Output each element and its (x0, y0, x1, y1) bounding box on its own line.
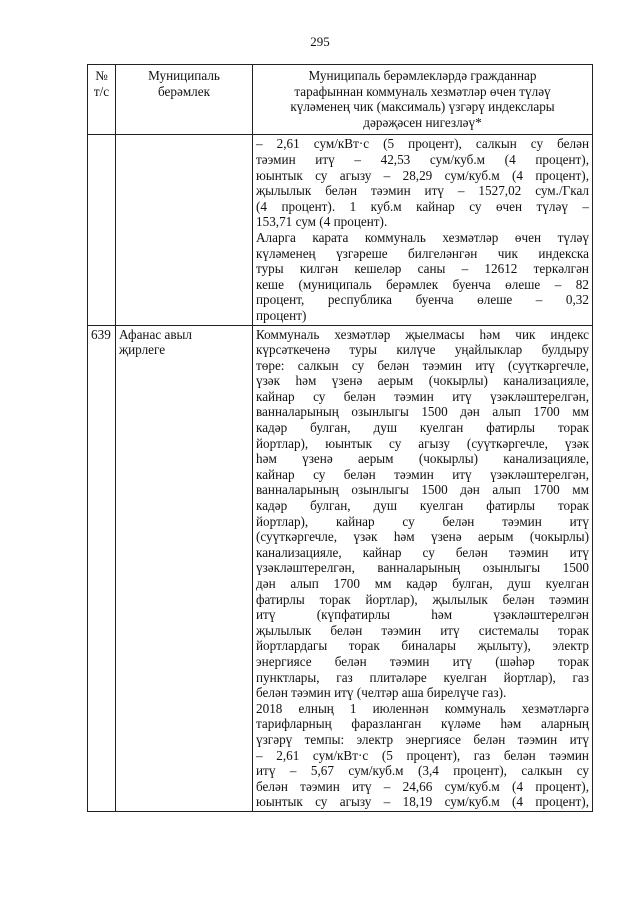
text-line: юынтык су агызу – 18,19 сум/куб.м (4 процент), (256, 794, 589, 810)
text-line: йортлар), юынтык су агызу (суүткәргечле, үзәк (256, 435, 589, 451)
text-line: туры килгән кешеләр саны – 12612 теркәлгән (256, 261, 589, 277)
text-line: юынтык су агызу – 28,29 сум/куб.м (4 процент), (256, 167, 589, 183)
text-line: Коммуналь хезмәтләр җыелмасы һәм чик индекс (256, 326, 589, 342)
text-line: итү (күпфатирлы һәм үзәкләштерелгән (256, 607, 589, 623)
text-line: күләменең үзгәреше билгеләнгән чик индекска (256, 245, 589, 261)
table-row (88, 325, 593, 811)
header-justification-line: Муниципаль берәмлекләрдә гражданнар (308, 68, 537, 83)
text-line: – 2,61 сум/кВт·с (5 процент), салкын су белән (256, 136, 589, 152)
header-number (88, 65, 116, 135)
text-line: тәэмин итү – 42,53 сум/куб.м (4 процент), (256, 151, 589, 167)
text-line: һәм үзенә аерым (чокырлы) канализацияле, (256, 451, 589, 467)
text-line: процент, республика буенча өлеше – 0,32 (256, 292, 589, 308)
header-municipality-line: Муниципаль (148, 68, 220, 83)
cell-number (88, 135, 116, 325)
text-line: йортлар), кайнар су белән тәэмин итү (256, 513, 589, 529)
justification-text (256, 136, 589, 323)
text-line: күрсәткеченә туры килүче уңайлыклар булдыру (256, 342, 589, 358)
text-line: җылылык белән тәэмин итү – 1527,02 сум./Гкал (256, 183, 589, 199)
text-line: кадәр булган, душ куелган фатирлы торак (256, 420, 589, 436)
text-line: процент) (256, 307, 307, 323)
tariff-table (87, 64, 593, 812)
text-line: ванналарының озынлыгы 1500 дән алып 1700 мм (256, 482, 589, 498)
text-line: йортлардагы торак биналары җылыту), электр (256, 638, 589, 654)
text-line: кеше (муниципаль берәмлек буенча өлеше – 82 (256, 276, 589, 292)
text-line: төре: салкын су белән тәэмин итү (суүткәргечле, (256, 357, 589, 373)
text-line: итү – 5,67 сум/куб.м (3,4 процент), салкын су (256, 763, 589, 779)
justification-text (256, 327, 589, 810)
text-line: үзгәрү темпы: электр энергиясе белән тәэмин итү (256, 731, 589, 747)
cell-municipality (116, 135, 253, 325)
text-line: энергиясе белән тәэмин итү (шәһәр торак (256, 653, 589, 669)
text-line: үзәк һәм үзенә аерым (чокырлы) канализацияле, (256, 373, 589, 389)
header-justification-line: күләменең чик (максималь) үзгәрү индекслары (290, 99, 555, 115)
text-line: – 2,61 сум/кВт·с (5 процент), газ белән тәэмин (256, 747, 589, 763)
cell-justification (253, 135, 593, 325)
text-line: 153,71 сум (4 процент). (256, 214, 388, 230)
header-justification (253, 65, 593, 135)
text-line: канализацияле, кайнар су белән тәэмин итү (256, 544, 589, 560)
text-line: белән тәэмин итү – 24,66 сум/куб.м (4 процент), (256, 778, 589, 794)
text-line: 2018 елның 1 июленнән коммуналь хезмәтләргә (256, 700, 589, 716)
text-line: пунктлары, газ плитәләре куелган йортлар), газ (256, 669, 589, 685)
table-header-row (88, 65, 593, 135)
text-line: үзәкләштерелгән, ванналарының озынлыгы 1500 (256, 560, 589, 576)
text-line: белән тәэмин итү (челтәр аша бирелүче газ). (256, 685, 507, 701)
text-line: кайнар су белән тәэмин итү үзәкләштерелгән, (256, 388, 589, 404)
header-municipality-line: берәмлек (157, 83, 211, 99)
header-number-line: № (95, 68, 108, 83)
header-municipality (116, 65, 253, 135)
text-line: ванналарының озынлыгы 1500 дән алып 1700 мм (256, 404, 589, 420)
cell-justification (253, 325, 593, 811)
header-justification-line: тарафыннан коммуналь хезмәтләр өчен түләү (294, 83, 551, 99)
text-line: (суүткәргечле, үзәк һәм үзенә аерым (чокырлы) (256, 529, 589, 545)
cell-municipality (116, 325, 253, 811)
text-line: дән алып 1700 мм кадәр булган, душ куелган (256, 576, 589, 591)
header-justification-line: дәрәҗәсен нигезләү* (363, 114, 482, 130)
header-number-line: т/с (93, 83, 110, 99)
text-line: җылылык белән тәэмин итү системалы торак (256, 622, 589, 638)
municipality-name-line: җирлеге (119, 342, 166, 358)
page-number: 295 (310, 34, 330, 49)
text-line: кадәр булган, душ куелган фатирлы торак (256, 498, 589, 514)
text-line: (4 процент). 1 куб.м кайнар су өчен түләү – (256, 198, 589, 214)
text-line: фатирлы торак йортлар), җылылык белән тәэмин (256, 591, 589, 607)
text-line: тарифларның фаразланган күләме һәм аларның (256, 716, 589, 732)
municipality-name-line: Афанас авыл (119, 326, 193, 342)
text-line: кайнар су белән тәэмин итү үзәкләштерелгән, (256, 466, 589, 482)
text-line: Аларга карата коммуналь хезмәтләр өчен түләү (256, 229, 589, 245)
table-row-continuation (88, 135, 593, 325)
cell-number: 639 (88, 325, 116, 811)
